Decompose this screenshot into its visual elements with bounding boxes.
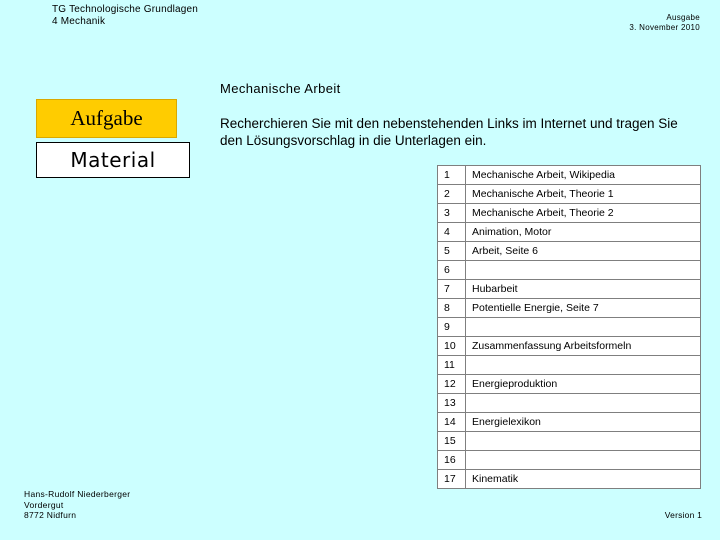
link-number: 7 <box>438 280 466 299</box>
link-item[interactable]: Kinematik <box>466 470 701 489</box>
link-number: 2 <box>438 185 466 204</box>
link-number: 5 <box>438 242 466 261</box>
link-row <box>438 432 701 451</box>
instruction-text: Recherchieren Sie mit den nebenstehenden Links im Internet und tragen Sie den Lösungsvorschlag in die Unterlagen ein. <box>220 116 678 148</box>
link-row <box>438 356 701 375</box>
author-address-city: 8772 Nidfurn <box>24 510 77 520</box>
empty-link-cell <box>466 261 701 280</box>
link-item[interactable]: Energielexikon <box>466 413 701 432</box>
link-row <box>438 166 701 185</box>
link-number: 4 <box>438 223 466 242</box>
link-row <box>438 470 701 489</box>
link-item[interactable]: Energieproduktion <box>466 375 701 394</box>
link-row <box>438 223 701 242</box>
author-address-street: Vordergut <box>24 499 64 510</box>
link-number: 14 <box>438 413 466 432</box>
empty-link-cell <box>466 356 701 375</box>
empty-link-cell <box>466 318 701 337</box>
link-item[interactable]: Mechanische Arbeit, Wikipedia <box>466 166 701 185</box>
course-chapter: 4 Mechanik <box>52 16 106 27</box>
material-button[interactable]: Material <box>36 142 190 178</box>
link-number: 6 <box>438 261 466 280</box>
empty-link-cell <box>466 451 701 470</box>
link-number: 11 <box>438 356 466 375</box>
author-name: Hans-Rudolf Niederberger <box>24 489 131 499</box>
edition-label: Ausgabe <box>666 13 700 22</box>
link-item[interactable]: Potentielle Energie, Seite 7 <box>466 299 701 318</box>
course-title: TG Technologische Grundlagen <box>52 4 199 15</box>
page-title: Mechanische Arbeit <box>220 81 341 96</box>
author-info <box>24 489 130 521</box>
link-item[interactable]: Arbeit, Seite 6 <box>466 242 701 261</box>
link-number: 10 <box>438 337 466 356</box>
link-row <box>438 204 701 223</box>
links-table <box>437 165 701 489</box>
link-number: 17 <box>438 470 466 489</box>
link-number: 3 <box>438 204 466 223</box>
link-row <box>438 394 701 413</box>
link-row <box>438 185 701 204</box>
link-item[interactable]: Mechanische Arbeit, Theorie 2 <box>466 204 701 223</box>
link-row <box>438 299 701 318</box>
empty-link-cell <box>466 432 701 451</box>
empty-link-cell <box>466 394 701 413</box>
link-row <box>438 242 701 261</box>
link-item[interactable]: Zusammenfassung Arbeitsformeln <box>466 337 701 356</box>
link-row <box>438 413 701 432</box>
link-row <box>438 261 701 280</box>
header-edition-info <box>629 13 700 33</box>
link-item[interactable]: Hubarbeit <box>466 280 701 299</box>
version-label: Version 1 <box>664 510 702 520</box>
link-row <box>438 318 701 337</box>
link-number: 15 <box>438 432 466 451</box>
link-row <box>438 451 701 470</box>
link-number: 1 <box>438 166 466 185</box>
link-row <box>438 280 701 299</box>
link-number: 8 <box>438 299 466 318</box>
link-number: 16 <box>438 451 466 470</box>
link-item[interactable]: Mechanische Arbeit, Theorie 1 <box>466 185 701 204</box>
link-number: 12 <box>438 375 466 394</box>
aufgabe-button[interactable]: Aufgabe <box>36 99 177 138</box>
link-number: 13 <box>438 394 466 413</box>
link-item[interactable]: Animation, Motor <box>466 223 701 242</box>
link-row <box>438 375 701 394</box>
header-course-info <box>52 4 198 28</box>
link-row <box>438 337 701 356</box>
link-number: 9 <box>438 318 466 337</box>
edition-date: 3. November 2010 <box>629 23 700 32</box>
